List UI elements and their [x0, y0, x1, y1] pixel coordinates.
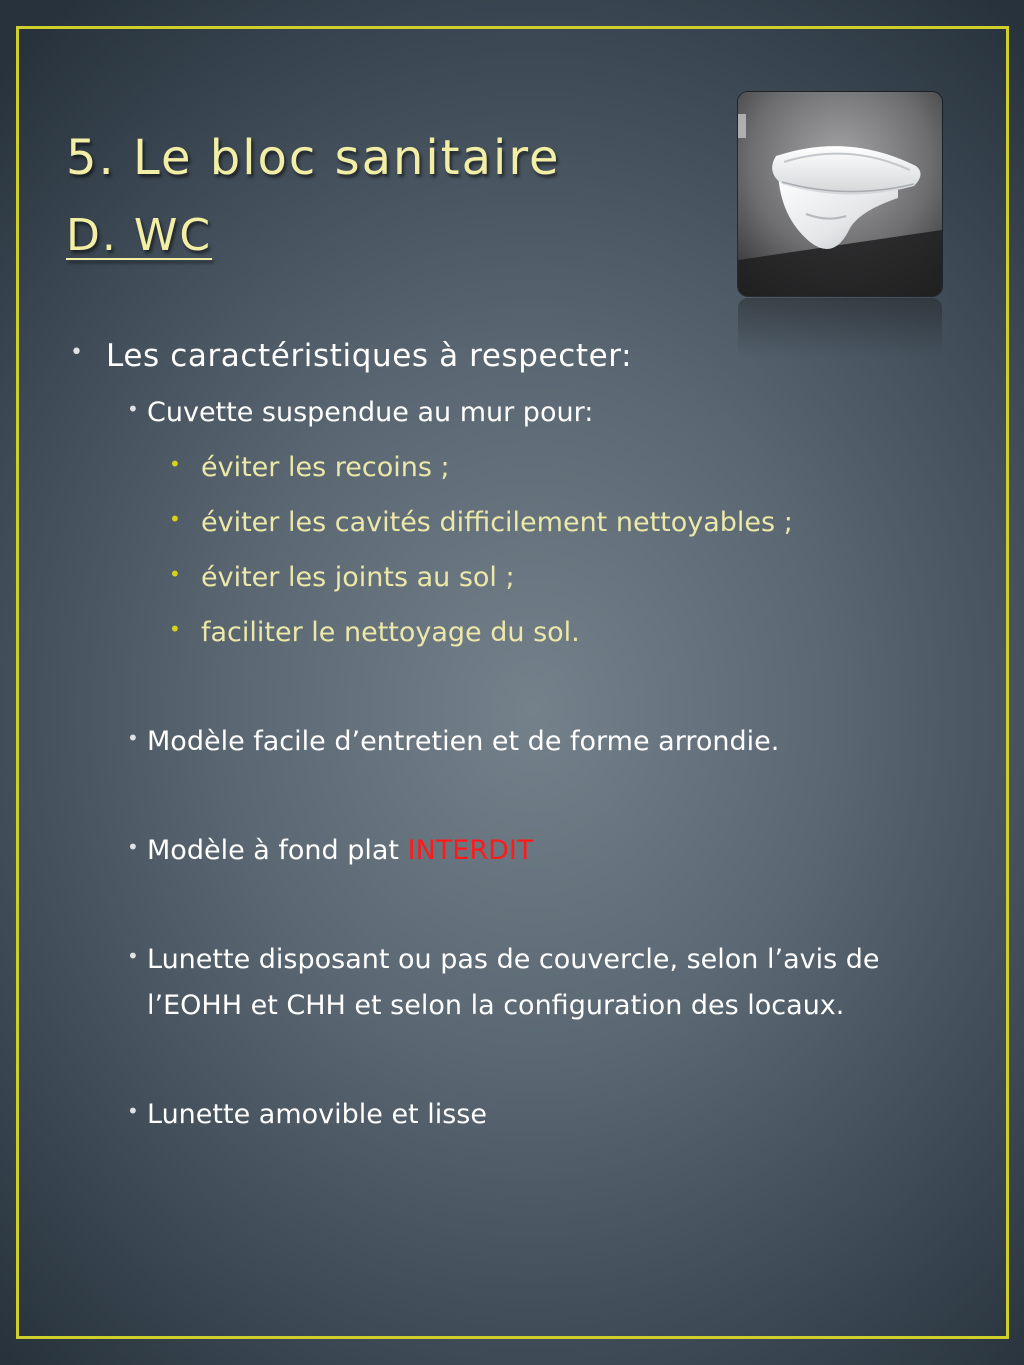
bullet-icon: •	[169, 562, 181, 586]
list-item: éviter les recoins ;	[201, 452, 450, 483]
interdit-highlight: INTERDIT	[407, 835, 534, 866]
bullet-icon: •	[127, 397, 139, 421]
bullet-icon: •	[70, 340, 83, 365]
modele-entretien-item: Modèle facile d’entretien et de forme arrondie.	[147, 726, 780, 757]
list-item: faciliter le nettoyage du sol.	[201, 617, 580, 648]
cuvette-item: Cuvette suspendue au mur pour:	[147, 397, 594, 428]
bullet-icon: •	[169, 617, 181, 641]
heading-bullet: Les caractéristiques à respecter:	[106, 338, 633, 374]
bullet-icon: •	[127, 944, 139, 968]
lunette-couvercle-line2: l’EOHH et CHH et selon la configuration des locaux.	[147, 990, 845, 1021]
bullet-icon: •	[169, 507, 181, 531]
slide-subtitle: D. WC	[66, 210, 213, 261]
bullet-icon: •	[127, 1099, 139, 1123]
list-item: éviter les joints au sol ;	[201, 562, 515, 593]
modele-fond-plat-text: Modèle à fond plat	[147, 835, 408, 866]
modele-fond-plat-item	[147, 833, 533, 869]
bullet-icon: •	[127, 835, 139, 859]
bullet-icon: •	[169, 452, 181, 476]
lunette-couvercle-line1: Lunette disposant ou pas de couvercle, selon l’avis de	[147, 944, 880, 975]
lunette-amovible-item: Lunette amovible et lisse	[147, 1099, 487, 1130]
slide-title: 5. Le bloc sanitaire	[66, 130, 561, 186]
list-item: éviter les cavités difficilement nettoyables ;	[201, 507, 793, 538]
bullet-icon: •	[127, 726, 139, 750]
